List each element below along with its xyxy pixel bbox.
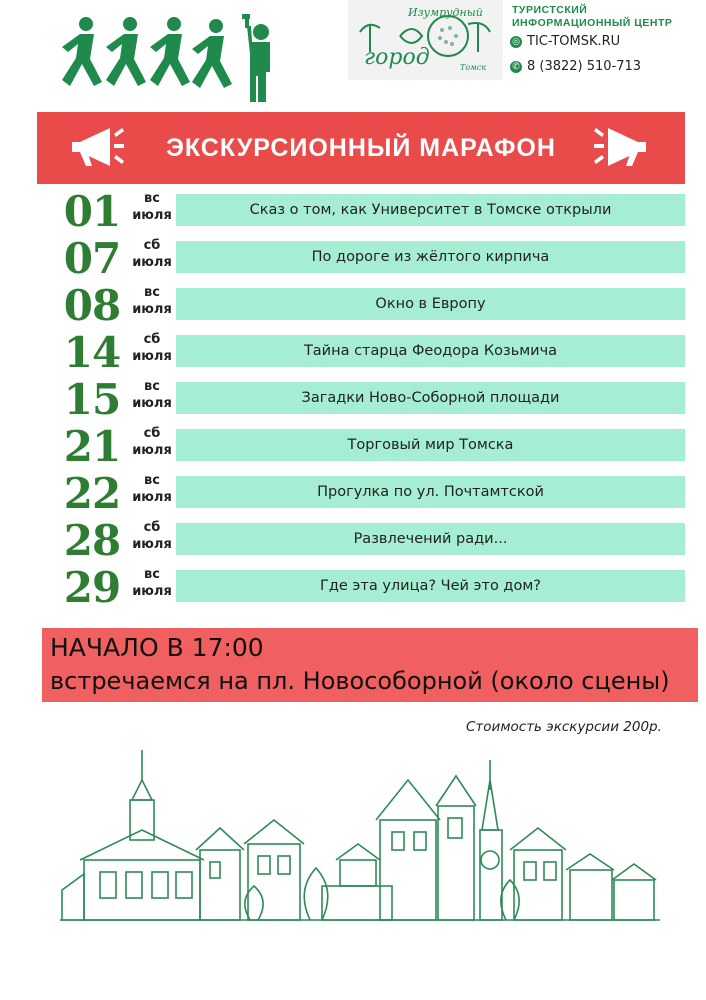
event-title: Загадки Ново-Соборной площади [176, 382, 685, 414]
event-title: Тайна старца Феодора Козьмича [176, 335, 685, 367]
schedule-row [42, 329, 688, 376]
page-title: ЭКСКУРСИОННЫЙ МАРАФОН [166, 133, 556, 162]
schedule-row [42, 470, 688, 517]
schedule-row [42, 564, 688, 611]
event-month: июля [132, 255, 172, 270]
website-contact[interactable] [510, 34, 620, 49]
event-month: июля [132, 443, 172, 458]
event-day: 14 [63, 328, 121, 377]
meeting-place: встречаемся на пл. Новособорной (около сцены) [50, 667, 670, 695]
event-day: 01 [63, 187, 121, 236]
schedule-row [42, 282, 688, 329]
start-time: НАЧАЛО В 17:00 [50, 633, 264, 662]
event-weekday: вс [144, 473, 160, 488]
logo-top-text: Изумрудный [408, 6, 483, 19]
event-day: 15 [63, 375, 121, 424]
website-text[interactable]: TIC-TOMSK.RU [527, 34, 621, 49]
schedule-row [42, 376, 688, 423]
event-title: Где эта улица? Чей это дом? [176, 570, 685, 602]
event-month: июля [132, 537, 172, 552]
globe-icon: ◎ [510, 36, 522, 48]
event-weekday: сб [143, 238, 161, 253]
schedule-row [42, 235, 688, 282]
logo-main-text: город [364, 45, 430, 70]
event-weekday: вс [144, 567, 160, 582]
event-day: 28 [63, 516, 121, 565]
phone-text[interactable]: 8 (3822) 510-713 [527, 59, 642, 74]
event-weekday: вс [144, 191, 160, 206]
event-weekday: сб [143, 520, 161, 535]
event-weekday: вс [144, 379, 160, 394]
event-day: 22 [63, 469, 121, 518]
event-title: Сказ о том, как Университет в Томске открыли [176, 194, 685, 226]
event-weekday: вс [144, 285, 160, 300]
schedule-row [42, 423, 688, 470]
event-month: июля [132, 396, 172, 411]
event-month: июля [132, 302, 172, 317]
city-skyline-illustration [60, 740, 660, 930]
megaphone-icon [590, 122, 652, 172]
event-title: Прогулка по ул. Почтамтской [176, 476, 685, 508]
schedule-row [42, 517, 688, 564]
emerald-city-logo [350, 2, 502, 78]
logo-small-text: Томск [460, 63, 487, 72]
event-day: 08 [63, 281, 121, 330]
phone-contact[interactable] [510, 59, 641, 74]
schedule-list [42, 188, 688, 611]
event-month: июля [132, 349, 172, 364]
org-name-line2: ИНФОРМАЦИОННЫЙ ЦЕНТР [512, 17, 673, 29]
org-name-line1: ТУРИСТСКИЙ [512, 4, 588, 16]
tour-price: Стоимость экскурсии 200р. [466, 719, 662, 735]
phone-icon: ✆ [510, 61, 522, 73]
event-month: июля [132, 208, 172, 223]
schedule-row [42, 188, 688, 235]
event-title: Развлечений ради... [176, 523, 685, 555]
event-title: Торговый мир Томска [176, 429, 685, 461]
event-title: Окно в Европу [176, 288, 685, 320]
event-month: июля [132, 584, 172, 599]
event-weekday: сб [143, 426, 161, 441]
event-day: 29 [63, 563, 121, 612]
event-month: июля [132, 490, 172, 505]
event-title: По дороге из жёлтого кирпича [176, 241, 685, 273]
event-day: 21 [63, 422, 121, 471]
event-day: 07 [63, 234, 121, 283]
event-weekday: сб [143, 332, 161, 347]
running-people-icon [58, 14, 283, 104]
